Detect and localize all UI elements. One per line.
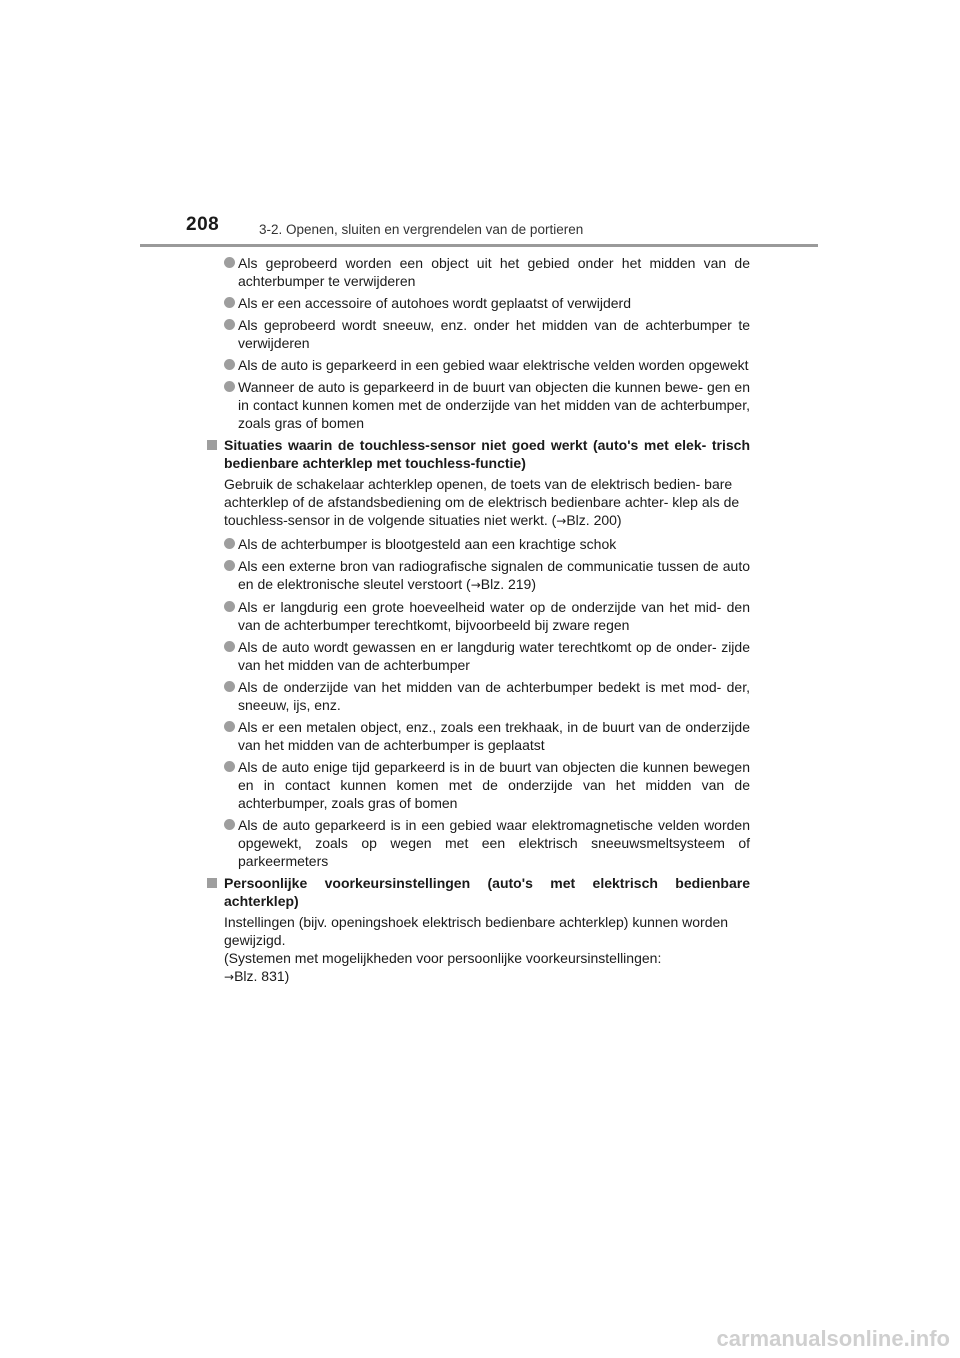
bullet-dot-icon (224, 381, 235, 392)
list-item: Als de auto is geparkeerd in een gebied waar elektrische velden worden opgewekt (204, 356, 750, 374)
bullet-dot-icon (224, 319, 235, 330)
bullet-dot-icon (224, 359, 235, 370)
list-item: Als de auto geparkeerd is in een gebied waar elektromagnetische velden worden opgewekt, zoals op wegen met een elektrisch sneeuwsmeltsysteem of parkeermeters (204, 816, 750, 870)
list-item: Als een externe bron van radiografische signalen de communicatie tussen de auto en de elektronische sleutel verstoort (→Blz. 219) (204, 557, 750, 594)
arrow-right-icon: → (224, 970, 235, 984)
list-item: Als de auto wordt gewassen en er langdurig water terechtkomt op de onder- zijde van het midden van de achterbumper (204, 638, 750, 674)
page-header (186, 214, 818, 246)
bullet-dot-icon (224, 297, 235, 308)
arrow-right-icon: → (470, 578, 481, 592)
list-item: Als de achterbumper is blootgesteld aan een krachtige schok (204, 535, 750, 553)
list-item: Als geprobeerd worden een object uit het gebied onder het midden van de achterbumper te verwijderen (204, 254, 750, 290)
section-intro: Gebruik de schakelaar achterklep openen, de toets van de elektrisch bedien- bare achterklep of de afstandsbediening om de elektrisch bedienbare achter- klep als de touchless-sensor in de volgende situaties niet werkt. (→Blz. 200) (224, 476, 740, 528)
bullet-dot-icon (224, 819, 235, 830)
bullet-dot-icon (224, 560, 235, 571)
section-preferences-text: Instellingen (bijv. openingshoek elektrisch bedienbare achterklep) kunnen worden gewijzigd. (Systemen met mogelijkheden voor persoonlijke voorkeursinstellingen: →Blz. 831) (224, 914, 729, 984)
list-item: Als geprobeerd wordt sneeuw, enz. onder het midden van de achterbumper te verwijderen (204, 316, 750, 352)
page-reference-link[interactable]: Blz. 831) (234, 968, 290, 984)
page-reference-link[interactable]: Blz. 219) (480, 576, 536, 592)
page-reference-link[interactable]: Blz. 200) (566, 512, 622, 528)
page-content (204, 254, 750, 991)
bullet-dot-icon (224, 257, 235, 268)
list-item: Als er een metalen object, enz., zoals een trekhaak, in de buurt van de onderzijde van het midden van de achterbumper is geplaatst (204, 718, 750, 754)
page-number: 208 (186, 214, 220, 235)
bullet-dot-icon (224, 641, 235, 652)
list-item: Als de auto enige tijd geparkeerd is in de buurt van objecten die kunnen bewegen en in contact kunnen komen met de onderzijde van het midden van de achterbumper, zoals gras of bomen (204, 758, 750, 812)
section-heading-preferences: Persoonlijke voorkeursinstellingen (auto's met elektrisch bedienbare achterklep) (204, 874, 750, 910)
watermark: carmanualsonline.info (716, 1326, 950, 1351)
bullet-dot-icon (224, 681, 235, 692)
bullet-dot-icon (224, 601, 235, 612)
heading-square-icon (207, 878, 217, 888)
section-title: 3-2. Openen, sluiten en vergrendelen van de portieren (259, 222, 584, 237)
heading-square-icon (207, 440, 217, 450)
list-item: Als de onderzijde van het midden van de achterbumper bedekt is met mod- der, sneeuw, ijs, enz. (204, 678, 750, 714)
list-item: Wanneer de auto is geparkeerd in de buurt van objecten die kunnen bewe- gen en in contact kunnen komen met de onderzijde van het midden van de achterbumper, zoals gras of bomen (204, 378, 750, 432)
header-divider (140, 244, 818, 247)
list-item: Als er langdurig een grote hoeveelheid water op de onderzijde van het mid- den van de achterbumper terechtkomt, bijvoorbeeld bij zware regen (204, 598, 750, 634)
bullet-dot-icon (224, 538, 235, 549)
bullet-dot-icon (224, 721, 235, 732)
section-heading-touchless: Situaties waarin de touchless-sensor niet goed werkt (auto's met elek- trisch bedienbare achterklep met touchless-functie) (204, 436, 750, 472)
list-item: Als er een accessoire of autohoes wordt geplaatst of verwijderd (204, 294, 750, 312)
arrow-right-icon: → (556, 514, 567, 528)
bullet-dot-icon (224, 761, 235, 772)
